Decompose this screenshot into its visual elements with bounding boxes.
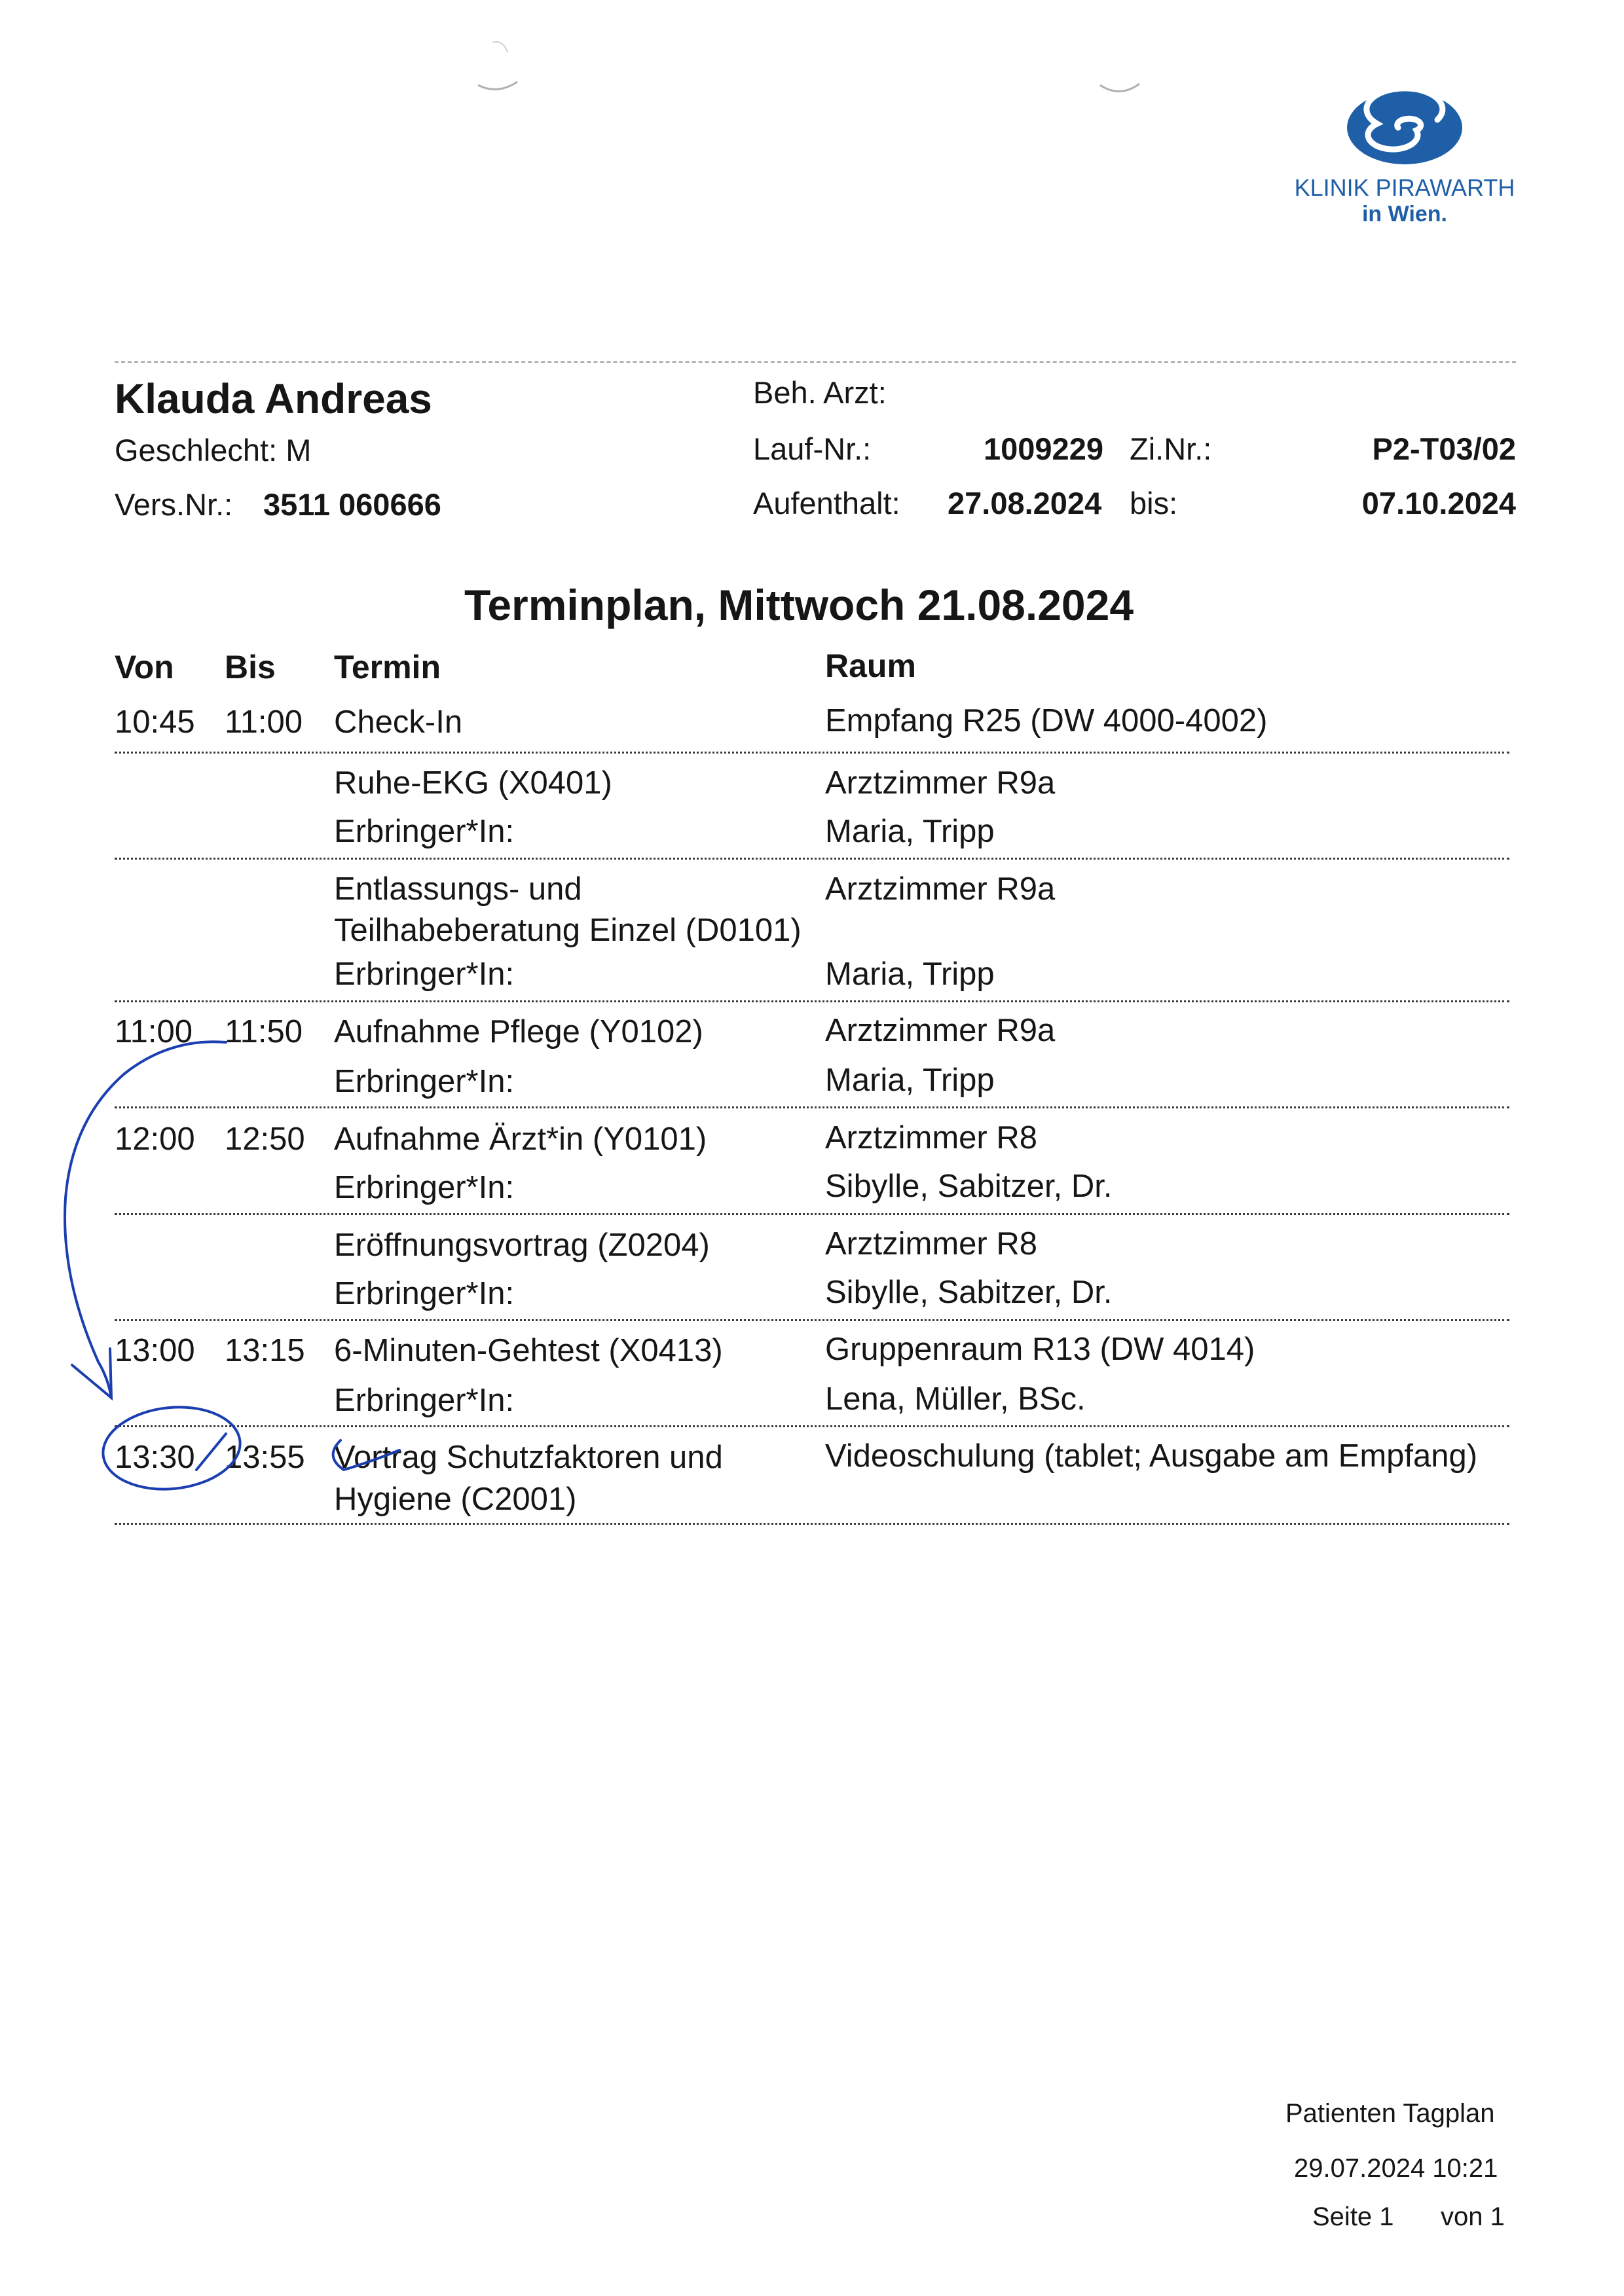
room-number: P2-T03/02 <box>1372 431 1516 466</box>
row-termin: Ruhe-EKG (X0401) <box>334 765 612 801</box>
page-total: von 1 <box>1441 2202 1505 2231</box>
clinic-location: in Wien. <box>1361 202 1448 227</box>
row-provider-label: Erbringer*In: <box>334 814 515 849</box>
row-divider <box>115 1523 1509 1525</box>
row-provider-label: Erbringer*In: <box>334 1170 515 1205</box>
row-termin-line2: Teilhabeberatung Einzel (D0101) <box>334 913 802 948</box>
row-termin: Aufnahme Pflege (Y0102) <box>334 1014 703 1049</box>
insurance-number: 3511 060666 <box>263 487 441 522</box>
row-provider-label: Erbringer*In: <box>334 1064 515 1099</box>
row-raum: Gruppenraum R13 (DW 4014) <box>825 1332 1255 1367</box>
row-von: 10:45 <box>115 704 195 740</box>
stay-until-label: bis: <box>1130 486 1178 520</box>
clinic-name: KLINIK PIRAWARTH <box>1294 174 1515 201</box>
row-bis: 11:00 <box>225 704 303 740</box>
lauf-label: Lauf-Nr.: <box>753 431 872 466</box>
stay-to: 07.10.2024 <box>1361 486 1516 520</box>
row-termin: Eröffnungsvortrag (Z0204) <box>334 1228 710 1263</box>
row-raum: Arztzimmer R9a <box>825 765 1056 801</box>
document-type: Patienten Tagplan <box>1285 2099 1495 2128</box>
column-header-raum: Raum <box>825 647 916 684</box>
room-label: Zi.Nr.: <box>1130 431 1212 466</box>
insurance-label: Vers.Nr.: <box>115 487 233 522</box>
row-von: 12:00 <box>115 1121 195 1157</box>
row-divider <box>115 1106 1509 1108</box>
row-provider-label: Erbringer*In: <box>334 957 515 992</box>
row-termin: Vortrag Schutzfaktoren und <box>334 1440 723 1475</box>
row-termin: Check-In <box>334 704 463 740</box>
page-number: Seite 1 <box>1312 2202 1394 2231</box>
doctor-label: Beh. Arzt: <box>753 375 887 410</box>
row-provider-label: Erbringer*In: <box>334 1383 515 1418</box>
patient-gender: Geschlecht: M <box>115 433 312 467</box>
row-divider <box>115 1000 1509 1002</box>
row-raum: Arztzimmer R9a <box>825 1013 1056 1048</box>
row-provider: Maria, Tripp <box>825 814 995 849</box>
row-divider <box>115 1425 1509 1427</box>
row-raum: Empfang R25 (DW 4000-4002) <box>825 703 1268 738</box>
row-provider-label: Erbringer*In: <box>334 1276 515 1311</box>
row-termin-line2: Hygiene (C2001) <box>334 1482 577 1517</box>
row-divider <box>115 1213 1509 1215</box>
column-header-von: Von <box>115 649 174 685</box>
column-header-bis: Bis <box>225 649 276 685</box>
row-termin: Entlassungs- und <box>334 871 582 907</box>
row-bis: 13:55 <box>225 1440 305 1475</box>
row-provider: Maria, Tripp <box>825 957 995 992</box>
row-von: 13:30 <box>115 1440 195 1475</box>
row-termin: Aufnahme Ärzt*in (Y0101) <box>334 1121 707 1157</box>
row-provider: Maria, Tripp <box>825 1063 995 1098</box>
row-von: 13:00 <box>115 1333 195 1368</box>
print-timestamp: 29.07.2024 10:21 <box>1294 2154 1498 2183</box>
row-termin: 6-Minuten-Gehtest (X0413) <box>334 1333 723 1368</box>
row-divider <box>115 752 1509 754</box>
page-title: Terminplan, Mittwoch 21.08.2024 <box>464 581 1134 629</box>
row-divider <box>115 1319 1509 1321</box>
row-raum: Arztzimmer R9a <box>825 871 1056 907</box>
stay-from: 27.08.2024 <box>948 486 1102 520</box>
patient-name: Klauda Andreas <box>115 375 432 422</box>
row-bis: 11:50 <box>225 1014 303 1049</box>
header-divider <box>115 361 1516 363</box>
row-raum: Arztzimmer R8 <box>825 1226 1037 1262</box>
row-raum: Videoschulung (tablet; Ausgabe am Empfang) <box>825 1438 1478 1474</box>
row-provider: Lena, Müller, BSc. <box>825 1381 1086 1417</box>
stay-label: Aufenthalt: <box>753 486 900 520</box>
row-provider: Sibylle, Sabitzer, Dr. <box>825 1275 1113 1310</box>
row-von: 11:00 <box>115 1014 193 1049</box>
row-bis: 13:15 <box>225 1333 305 1368</box>
lauf-number: 1009229 <box>984 431 1103 466</box>
row-provider: Sibylle, Sabitzer, Dr. <box>825 1169 1113 1204</box>
row-raum: Arztzimmer R8 <box>825 1120 1037 1156</box>
column-header-termin: Termin <box>334 649 441 685</box>
row-divider <box>115 858 1509 860</box>
row-bis: 12:50 <box>225 1121 305 1157</box>
spiral-logo <box>1346 88 1464 167</box>
